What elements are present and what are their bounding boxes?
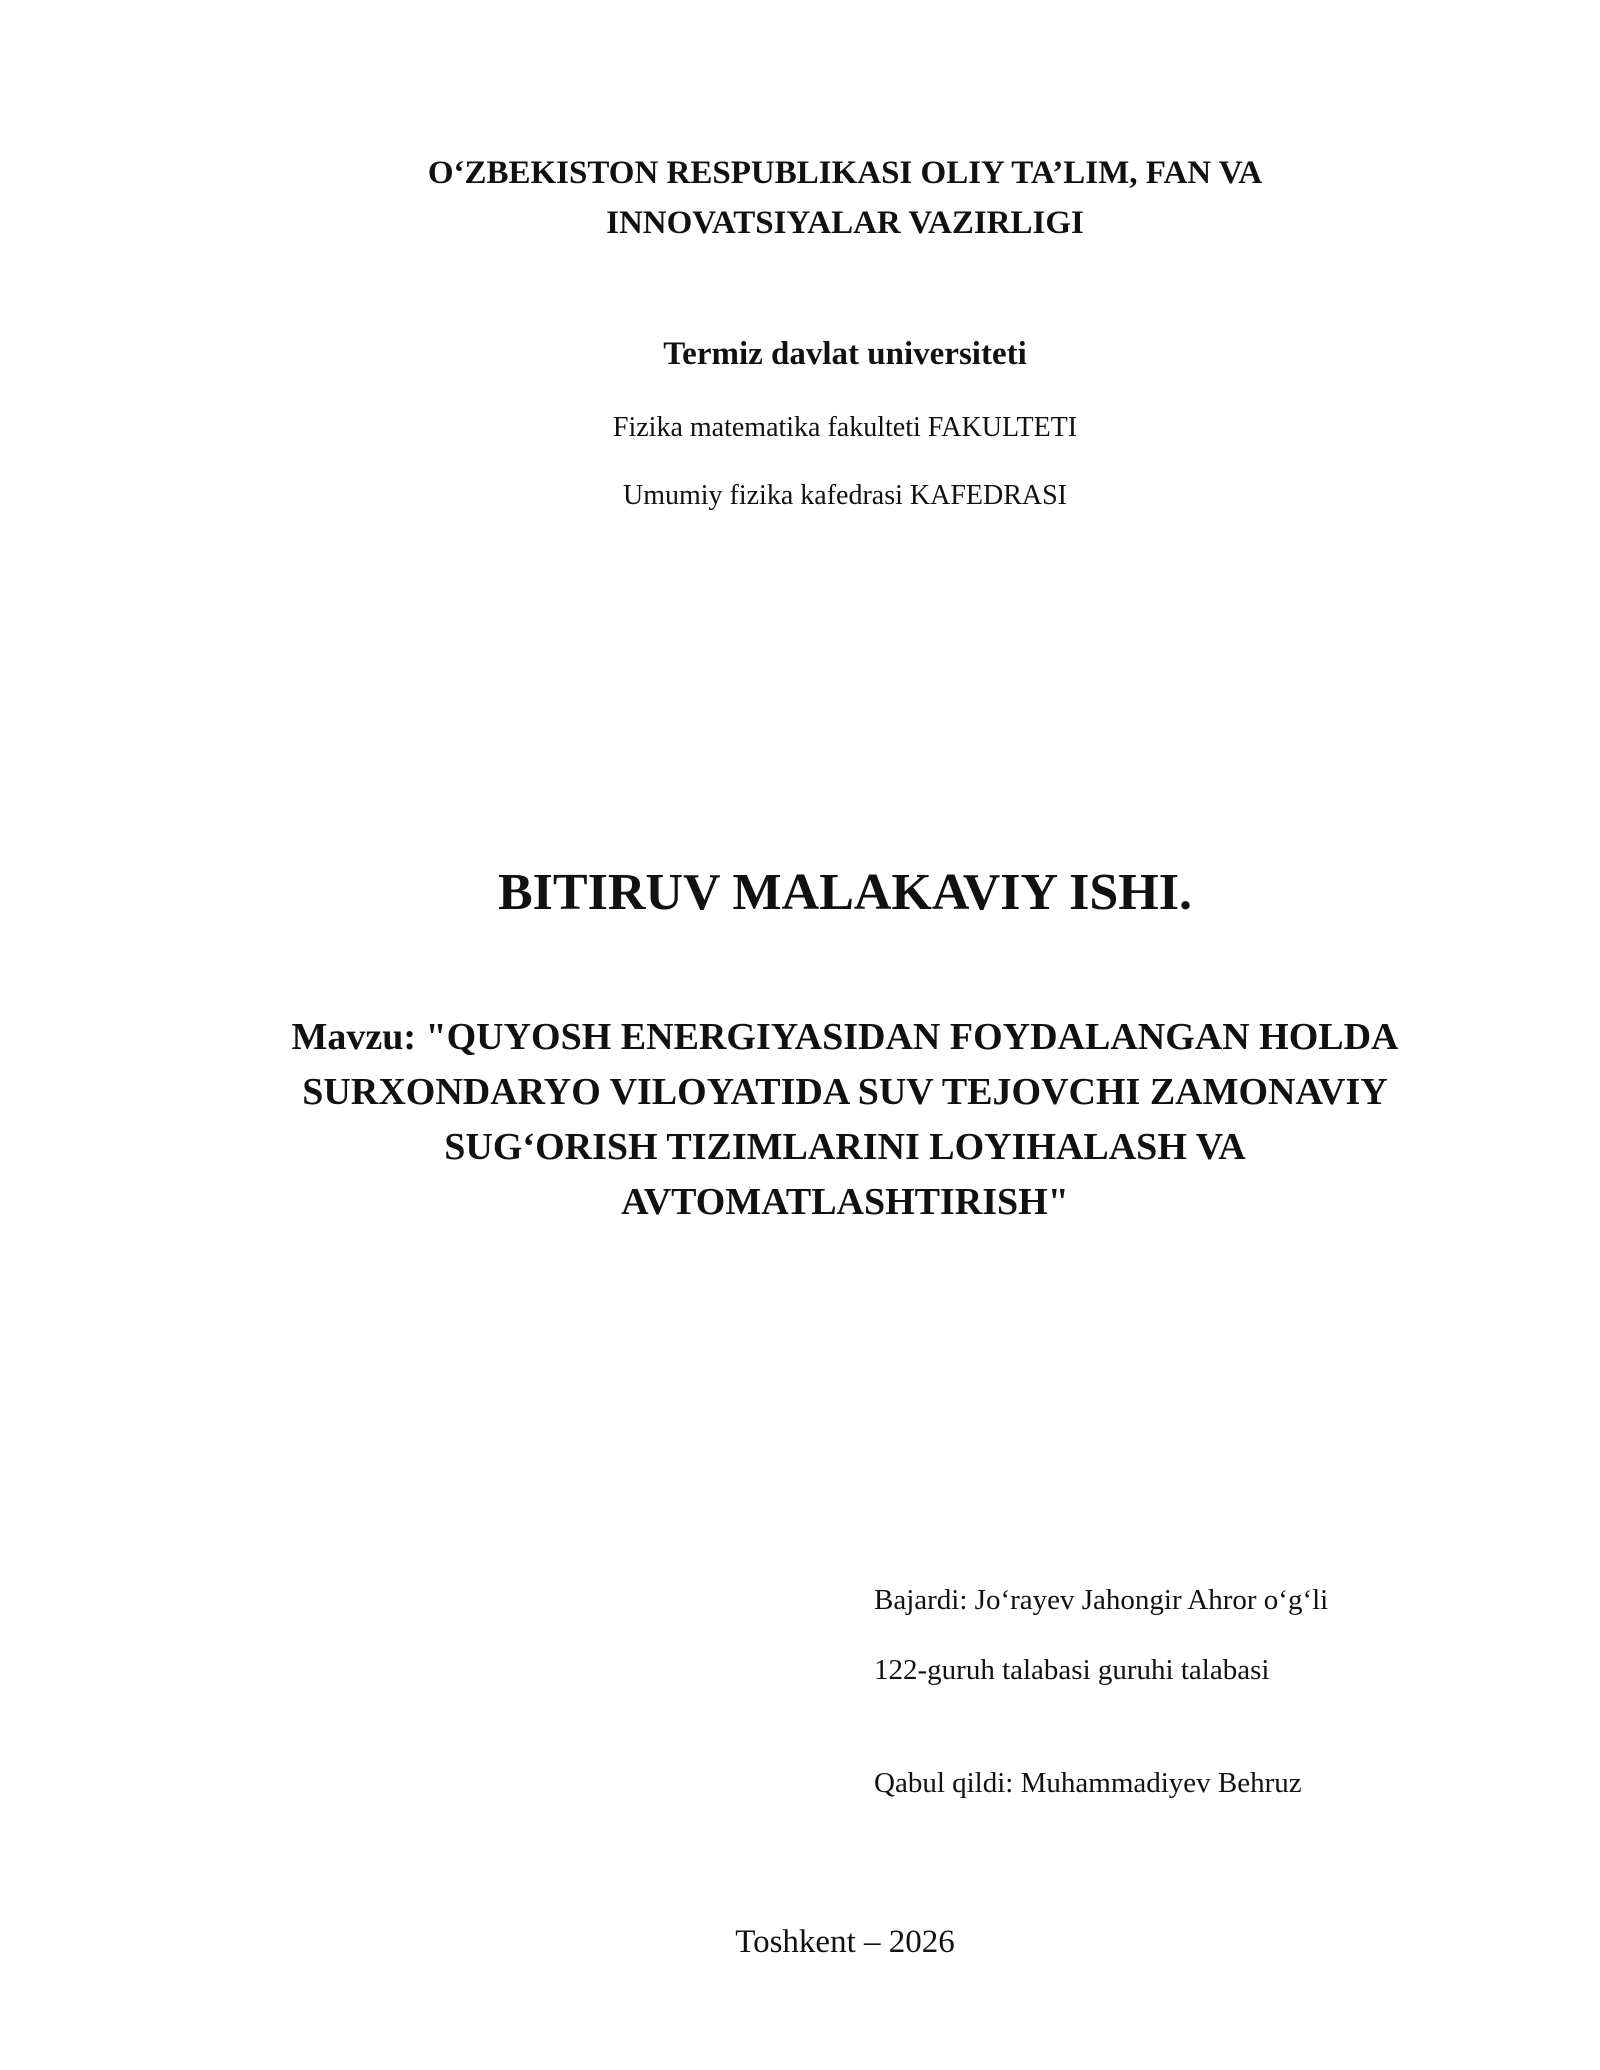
topic-title bbox=[150, 1010, 1540, 1230]
performer-info: Bajardi: Jo‘rayev Jahongir Ahror o‘g‘li bbox=[874, 1584, 1329, 1616]
topic-line-1: Mavzu: "QUYOSH ENERGIYASIDAN FOYDALANGAN HOLDA bbox=[291, 1016, 1399, 1058]
ministry-line-2: INNOVATSIYALAR VAZIRLIGI bbox=[606, 205, 1084, 241]
work-type-title: BITIRUV MALAKAVIY ISHI. bbox=[498, 864, 1192, 921]
department-name: Umumiy fizika kafedrasi KAFEDRASI bbox=[622, 480, 1068, 511]
group-info: 122-guruh talabasi guruhi talabasi bbox=[874, 1654, 1270, 1686]
city-year-footer: Toshkent – 2026 bbox=[735, 1924, 955, 1960]
topic-line-3: SUG‘ORISH TIZIMLARINI LOYIHALASH VA bbox=[444, 1126, 1246, 1168]
accepted-by-info: Qabul qildi: Muhammadiyev Behruz bbox=[874, 1767, 1302, 1799]
ministry-heading bbox=[0, 148, 1600, 248]
topic-line-4: AVTOMATLASHTIRISH" bbox=[621, 1181, 1069, 1223]
university-name: Termiz davlat universiteti bbox=[663, 336, 1027, 372]
faculty-name: Fizika matematika fakulteti FAKULTETI bbox=[612, 412, 1078, 443]
topic-line-2: SURXONDARYO VILOYATIDA SUV TEJOVCHI ZAMONAVIY bbox=[302, 1071, 1388, 1113]
ministry-line-1: O‘ZBEKISTON RESPUBLIKASI OLIY TA’LIM, FAN VA bbox=[427, 155, 1263, 191]
